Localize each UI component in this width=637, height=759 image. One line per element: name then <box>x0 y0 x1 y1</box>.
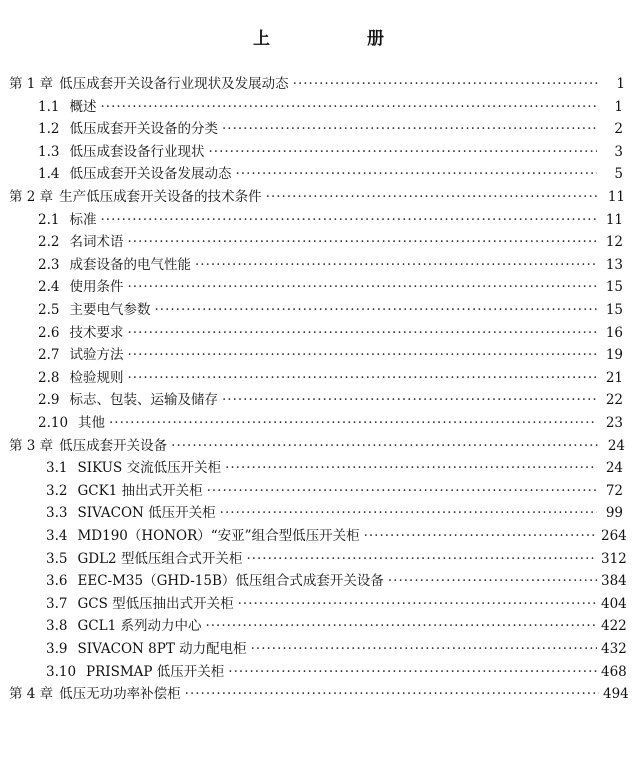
toc-entry-page: 404 <box>601 595 627 612</box>
dot-leader <box>100 212 597 228</box>
toc-entry-number: 第 2 章 <box>9 189 54 205</box>
toc-entry-title: 试验方法 <box>69 347 124 364</box>
dot-leader <box>266 189 599 205</box>
toc-entry-page: 432 <box>601 641 627 657</box>
toc-entry-number: 2.4 <box>38 279 60 296</box>
toc-entry-page: 72 <box>605 482 623 499</box>
dot-leader <box>154 302 597 318</box>
toc-entry[interactable] <box>46 614 627 636</box>
toc-entry-page: 2 <box>614 121 623 138</box>
toc-entry-number: 2.7 <box>38 347 60 364</box>
toc-entry-title: GCS 型低压抽出式开关柜 <box>77 595 234 612</box>
toc-entry-page: 21 <box>605 369 623 386</box>
toc-entry[interactable] <box>46 501 623 523</box>
toc-entry-title: EEC-M35（GHD-15B）低压组合式成套开关设备 <box>77 573 384 590</box>
dot-leader <box>205 618 597 634</box>
toc-entry[interactable] <box>38 388 623 410</box>
toc-entry-title: 技术要求 <box>69 324 124 341</box>
toc-entry-number: 3.2 <box>46 482 68 499</box>
toc-entry-title: 主要电气参数 <box>69 302 151 318</box>
dot-leader <box>293 76 599 92</box>
toc-entry-title: 名词术语 <box>69 234 124 251</box>
toc-entry[interactable] <box>38 208 623 230</box>
toc-entry[interactable] <box>38 117 623 139</box>
dot-leader <box>185 686 599 702</box>
toc-entry[interactable] <box>9 682 629 704</box>
dot-leader <box>127 279 597 295</box>
toc-entry-page: 23 <box>605 415 623 431</box>
toc-entry[interactable] <box>46 660 627 682</box>
toc-entry[interactable] <box>9 72 625 94</box>
dot-leader <box>235 166 597 182</box>
toc-entry[interactable] <box>38 411 623 433</box>
toc-entry-page: 264 <box>601 528 627 544</box>
toc-entry-number: 2.5 <box>38 302 60 318</box>
toc-entry-number: 3.7 <box>46 595 68 612</box>
dot-leader <box>208 144 597 160</box>
toc-entry-number: 3.10 <box>46 663 77 680</box>
toc-entry[interactable] <box>38 95 623 117</box>
toc-entry-page: 312 <box>601 550 627 567</box>
toc-entry-title: 其他 <box>78 415 105 431</box>
toc-entry-title: MD190（HONOR）“安亚”组合型低压开关柜 <box>77 528 360 544</box>
toc-entry-number: 2.6 <box>38 324 60 341</box>
toc-entry[interactable] <box>38 321 623 343</box>
toc-entry[interactable] <box>38 275 623 297</box>
toc-entry[interactable] <box>46 547 627 569</box>
toc-entry[interactable] <box>38 140 623 162</box>
toc-entry-page: 22 <box>605 392 623 409</box>
toc-entry-title: 低压无功功率补偿柜 <box>59 686 181 703</box>
toc-entry-title: 低压成套开关设备发展动态 <box>69 166 232 183</box>
toc-entry-number: 1.4 <box>38 166 60 183</box>
toc-entry-title: SIKUS 交流低压开关柜 <box>77 460 222 477</box>
toc-entry-page: 19 <box>605 347 623 364</box>
toc-entry-title: GCK1 抽出式开关柜 <box>77 482 203 499</box>
dot-leader <box>127 347 597 363</box>
toc-entry-title: 标准 <box>69 211 97 228</box>
dot-leader <box>109 415 597 431</box>
dot-leader <box>127 234 597 250</box>
toc-entry-title: SIVACON 低压开关柜 <box>77 505 216 522</box>
toc-entry-page: 384 <box>601 573 627 590</box>
page-title: 上 册 <box>253 29 424 49</box>
dot-leader <box>388 573 597 589</box>
dot-leader <box>127 370 597 386</box>
toc-entry-page: 468 <box>601 663 627 680</box>
dot-leader <box>127 325 597 341</box>
dot-leader <box>246 551 597 567</box>
toc-entry-number: 3.9 <box>46 641 68 657</box>
toc-entry-page: 494 <box>603 686 629 703</box>
toc-entry-number: 1.3 <box>38 143 60 160</box>
toc-entry-title: 生产低压成套开关设备的技术条件 <box>59 189 262 205</box>
toc-entry[interactable] <box>46 569 627 591</box>
toc-entry-number: 1.2 <box>38 121 60 138</box>
toc-entry-title: GDL2 型低压组合式开关柜 <box>77 550 243 567</box>
toc-entry-page: 16 <box>605 324 623 341</box>
dot-leader <box>195 257 597 273</box>
toc-entry-number: 1.1 <box>38 98 60 115</box>
toc-entry-number: 2.2 <box>38 234 60 251</box>
toc-entry-title: 使用条件 <box>69 279 124 296</box>
toc-entry-page: 1 <box>614 98 623 115</box>
toc-entry[interactable] <box>38 253 623 275</box>
toc-entry[interactable] <box>38 366 623 388</box>
dot-leader <box>100 99 597 115</box>
dot-leader <box>238 596 597 612</box>
toc-entry-title: 低压成套开关设备行业现状及发展动态 <box>59 76 289 92</box>
dot-leader <box>220 505 597 521</box>
toc-entry-number: 2.8 <box>38 369 60 386</box>
toc-entry[interactable] <box>9 434 625 456</box>
dot-leader <box>171 438 599 454</box>
toc-entry-page: 15 <box>605 302 623 318</box>
toc-entry-number: 2.1 <box>38 211 60 228</box>
toc-entry-number: 2.10 <box>38 415 69 431</box>
dot-leader <box>251 641 597 657</box>
toc-entry-number: 第 3 章 <box>9 437 54 454</box>
toc-entry-page: 422 <box>601 618 627 635</box>
toc-entry-page: 24 <box>605 460 623 477</box>
toc-entry-page: 11 <box>605 211 623 228</box>
toc-entry-title: 成套设备的电气性能 <box>69 256 191 273</box>
toc-entry-title: GCL1 系列动力中心 <box>77 618 202 635</box>
dot-leader <box>228 664 597 680</box>
toc-entry[interactable] <box>38 298 623 320</box>
toc-entry-page: 13 <box>605 256 623 273</box>
toc-entry-title: 概述 <box>69 98 97 115</box>
toc-entry-title: 标志、包装、运输及储存 <box>69 392 218 409</box>
toc-entry-number: 3.6 <box>46 573 68 590</box>
toc-entry-number: 2.9 <box>38 392 60 409</box>
toc-entry-title: 低压成套开关设备 <box>59 437 168 454</box>
toc-entry-title: PRISMAP 低压开关柜 <box>86 663 225 680</box>
dot-leader <box>222 392 597 408</box>
dot-leader <box>222 121 597 137</box>
dot-leader <box>225 460 597 476</box>
toc-entry-title: 检验规则 <box>69 369 124 386</box>
toc-entry-number: 第 1 章 <box>9 76 54 92</box>
toc-entry-title: 低压成套设备行业现状 <box>69 143 205 160</box>
toc-entry[interactable] <box>46 592 627 614</box>
toc-entry-number: 3.3 <box>46 505 68 522</box>
toc-entry-number: 3.8 <box>46 618 68 635</box>
toc-entry-number: 3.1 <box>46 460 68 477</box>
toc-entry[interactable] <box>38 162 623 184</box>
toc-entry-page: 15 <box>605 279 623 296</box>
toc-entry-number: 2.3 <box>38 256 60 273</box>
toc-entry-page: 24 <box>607 437 625 454</box>
toc-entry-page: 99 <box>605 505 623 522</box>
toc-entry-number: 3.5 <box>46 550 68 567</box>
toc-entry[interactable] <box>38 343 623 365</box>
toc-entry-page: 1 <box>616 76 625 92</box>
toc-entry[interactable] <box>46 524 627 546</box>
toc-entry-page: 3 <box>614 143 623 160</box>
dot-leader <box>207 483 597 499</box>
toc-entry-title: SIVACON 8PT 动力配电柜 <box>77 641 247 657</box>
toc-entry[interactable] <box>46 479 623 501</box>
toc-entry-page: 5 <box>614 166 623 183</box>
dot-leader <box>364 528 597 544</box>
toc-entry[interactable] <box>46 456 623 478</box>
toc-entry-page: 12 <box>605 234 623 251</box>
toc-entry[interactable] <box>38 230 623 252</box>
toc-entry-title: 低压成套开关设备的分类 <box>69 121 218 138</box>
toc-entry[interactable] <box>9 185 625 207</box>
toc-entry-number: 3.4 <box>46 528 68 544</box>
toc-entry-number: 第 4 章 <box>9 686 54 703</box>
toc-entry[interactable] <box>46 637 627 659</box>
toc-entry-page: 11 <box>607 189 625 205</box>
